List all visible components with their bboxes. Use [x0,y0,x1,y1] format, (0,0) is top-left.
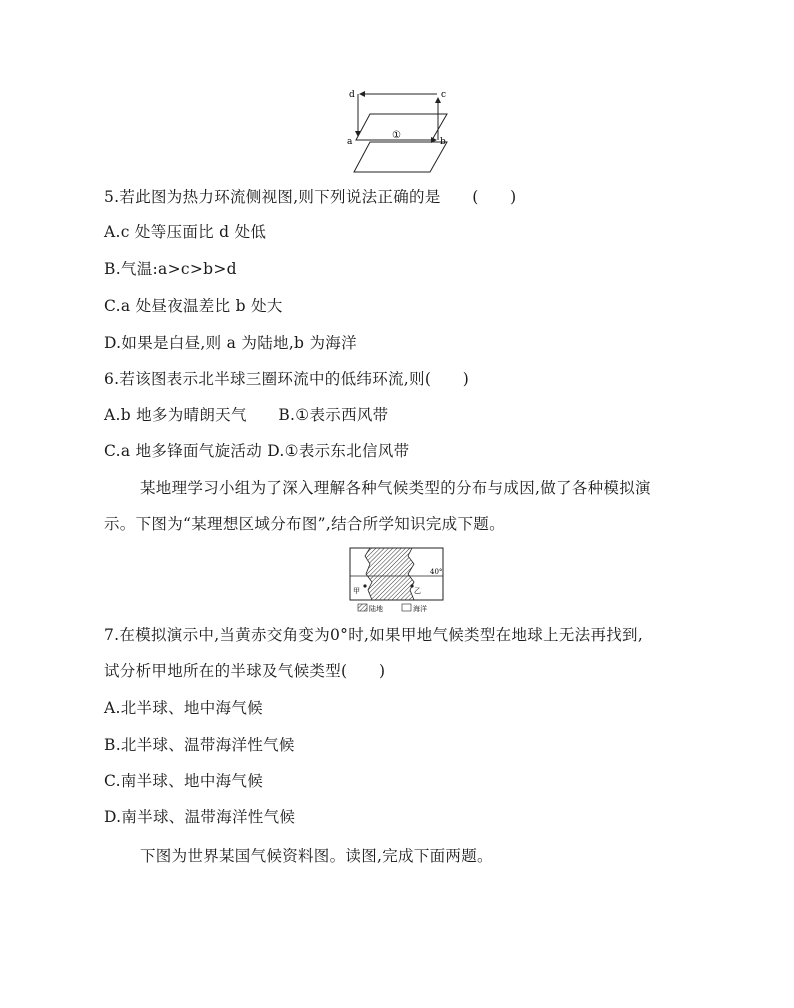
q5-option-b: B.气温:a>c>b>d [104,260,237,278]
intro1-line2: 示。下图为“某理想区域分布图”,结合所学知识完成下题。 [104,515,505,533]
label-d: d [349,90,355,100]
q7-option-d: D.南半球、温带海洋性气候 [104,808,296,826]
ideal-region-map [348,546,448,614]
q7-option-c: C.南半球、地中海气候 [104,772,264,790]
legend-land-swatch [358,604,367,611]
legend-sea-label: 海洋 [413,605,427,613]
label-yi: 乙 [414,587,421,595]
intro1-line1: 某地理学习小组为了深入理解各种气候类型的分布与成因,做了各种模拟演 [140,479,651,497]
q5-stem: 5.若此图为热力环流侧视图,则下列说法正确的是 ( ) [104,188,517,206]
label-b: b [440,137,446,147]
lower-parallelogram [354,142,447,172]
q6-options-ab: A.b 地多为晴朗天气 B.①表示西风带 [104,406,389,424]
upper-parallelogram [356,114,447,140]
q6-options-cd: C.a 地多锋面气旋活动 D.①表示东北信风带 [104,442,410,460]
q5-option-d: D.如果是白昼,则 a 为陆地,b 为海洋 [104,334,357,352]
q7-option-a: A.北半球、地中海气候 [104,699,263,717]
legend-land-label: 陆地 [369,605,383,613]
legend-sea-swatch [402,604,411,611]
q7-option-b: B.北半球、温带海洋性气候 [104,736,295,754]
label-jia: 甲 [353,587,360,595]
q6-stem: 6.若该图表示北半球三圈环流中的低纬环流,则( ) [104,370,470,388]
circulation-diagram [340,84,452,176]
point-jia [363,584,366,587]
intro2: 下图为世界某国气候资料图。读图,完成下面两题。 [140,847,493,865]
label-a: a [347,137,353,147]
q5-option-a: A.c 处等压面比 d 处低 [104,223,267,241]
q7-stem-line2: 试分析甲地所在的半球及气候类型( ) [104,662,386,680]
label-c: c [441,90,447,100]
label-center: ① [392,130,401,141]
q7-stem-line1: 7.在模拟演示中,当黄赤交角变为0°时,如果甲地气候类型在地球上无法再找到, [104,626,644,644]
lat-label: 40° [430,568,443,576]
q5-option-c: C.a 处昼夜温差比 b 处大 [104,297,283,315]
land-area [365,548,414,600]
